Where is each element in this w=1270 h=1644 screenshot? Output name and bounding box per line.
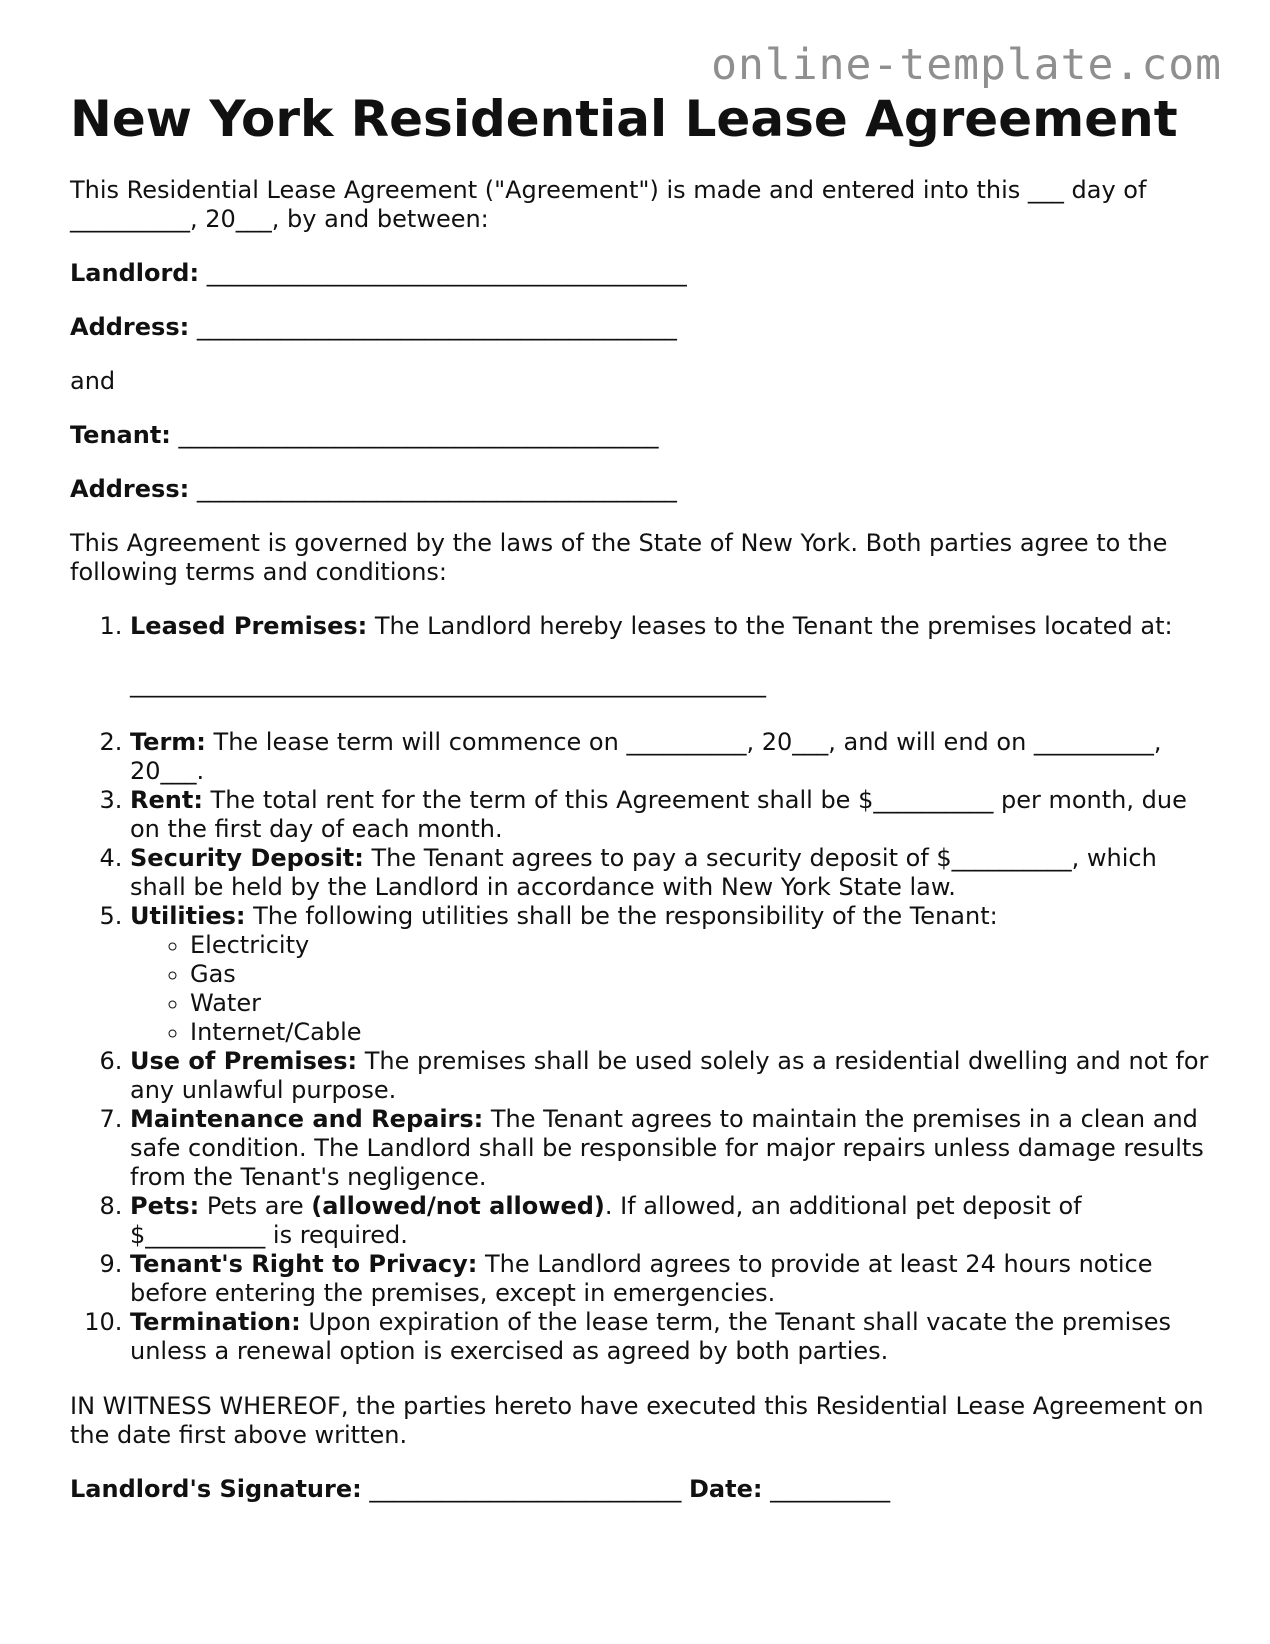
term-text: The following utilities shall be the responsibility of the Tenant: bbox=[245, 902, 998, 930]
term-heading: Utilities: bbox=[130, 902, 246, 930]
pets-emphasis: (allowed/not allowed) bbox=[311, 1192, 605, 1220]
term-utilities bbox=[130, 902, 1210, 1047]
term-heading: Use of Premises: bbox=[130, 1047, 358, 1075]
landlord-blank[interactable]: ________________________________________ bbox=[206, 259, 687, 287]
list-item: ◦ Gas bbox=[190, 960, 1210, 989]
lease-document bbox=[70, 88, 1210, 1504]
term-termination bbox=[130, 1308, 1210, 1366]
document-title: New York Residential Lease Agreement bbox=[70, 90, 1178, 148]
signature-label: Landlord's Signature: bbox=[70, 1475, 362, 1503]
term-text: Pets are bbox=[199, 1192, 312, 1220]
utilities-list bbox=[130, 931, 1210, 1047]
tenant-address-label: Address: bbox=[70, 475, 190, 503]
term-security-deposit bbox=[130, 844, 1210, 902]
terms-list bbox=[70, 612, 1210, 1366]
witness-paragraph: IN WITNESS WHEREOF, the parties hereto have executed this Residential Lease Agreement on the date first above written. bbox=[70, 1392, 1204, 1449]
date-label: Date: bbox=[689, 1475, 763, 1503]
tenant-label: Tenant: bbox=[70, 421, 171, 449]
premises-address-blank[interactable]: _____________________________________________________ bbox=[130, 670, 766, 698]
term-text: Upon expiration of the lease term, the Tenant shall vacate the premises unless a renewal option is exercised as agreed by both parties. bbox=[130, 1308, 1172, 1365]
term-text: The Landlord hereby leases to the Tenant the premises located at: bbox=[367, 612, 1173, 640]
intro-paragraph: This Residential Lease Agreement ("Agreement") is made and entered into this ___ day of __________, 20___, by and between: bbox=[70, 176, 1147, 233]
list-item: ◦ Water bbox=[190, 989, 1210, 1018]
term-heading: Tenant's Right to Privacy: bbox=[130, 1250, 478, 1278]
tenant-blank[interactable]: ________________________________________ bbox=[178, 421, 659, 449]
governing-law-paragraph: This Agreement is governed by the laws of the State of New York. Both parties agree to the following terms and conditions: bbox=[70, 529, 1168, 586]
term-heading: Leased Premises: bbox=[130, 612, 368, 640]
tenant-field bbox=[70, 421, 1210, 450]
term-heading: Maintenance and Repairs: bbox=[130, 1105, 484, 1133]
term-text: The Tenant agrees to maintain the premises in a clean and safe condition. The Landlord shall be responsible for major repairs unless damage results from the Tenant's negligence. bbox=[130, 1105, 1204, 1191]
term-privacy bbox=[130, 1250, 1210, 1308]
term-pets bbox=[130, 1192, 1210, 1250]
term-heading: Rent: bbox=[130, 786, 203, 814]
landlord-address-field bbox=[70, 313, 1210, 342]
term-text: The Tenant agrees to pay a security deposit of $__________, which shall be held by the Landlord in accordance with New York State law. bbox=[130, 844, 1157, 901]
term-heading: Termination: bbox=[130, 1308, 301, 1336]
signature-blank[interactable]: __________________________ bbox=[369, 1475, 682, 1503]
list-item: ◦ Internet/Cable bbox=[190, 1018, 1210, 1047]
term-leased-premises bbox=[130, 612, 1210, 699]
landlord-address-blank[interactable]: ________________________________________ bbox=[196, 313, 677, 341]
term-maintenance bbox=[130, 1105, 1210, 1192]
landlord-address-label: Address: bbox=[70, 313, 190, 341]
term-text: The lease term will commence on __________, 20___, and will end on __________, 20___. bbox=[130, 728, 1162, 785]
tenant-address-field bbox=[70, 475, 1210, 504]
term-rent bbox=[130, 786, 1210, 844]
term-text: . If allowed, an additional pet deposit of $__________ is required. bbox=[130, 1192, 1082, 1249]
term-text: The Landlord agrees to provide at least 24 hours notice before entering the premises, except in emergencies. bbox=[130, 1250, 1153, 1307]
term-text: The premises shall be used solely as a residential dwelling and not for any unlawful purpose. bbox=[130, 1047, 1209, 1104]
term-lease-term bbox=[130, 728, 1210, 786]
term-heading: Term: bbox=[130, 728, 206, 756]
landlord-label: Landlord: bbox=[70, 259, 200, 287]
list-item: ◦ Electricity bbox=[190, 931, 1210, 960]
and-text: and bbox=[70, 367, 116, 395]
watermark: online-template.com bbox=[711, 40, 1222, 90]
tenant-address-blank[interactable]: ________________________________________ bbox=[196, 475, 677, 503]
signature-line bbox=[70, 1475, 1210, 1504]
date-blank[interactable]: __________ bbox=[770, 1475, 891, 1503]
term-use-of-premises bbox=[130, 1047, 1210, 1105]
landlord-field bbox=[70, 259, 1210, 288]
term-heading: Pets: bbox=[130, 1192, 200, 1220]
term-text: The total rent for the term of this Agreement shall be $__________ per month, due on the first day of each month. bbox=[130, 786, 1187, 843]
term-heading: Security Deposit: bbox=[130, 844, 364, 872]
